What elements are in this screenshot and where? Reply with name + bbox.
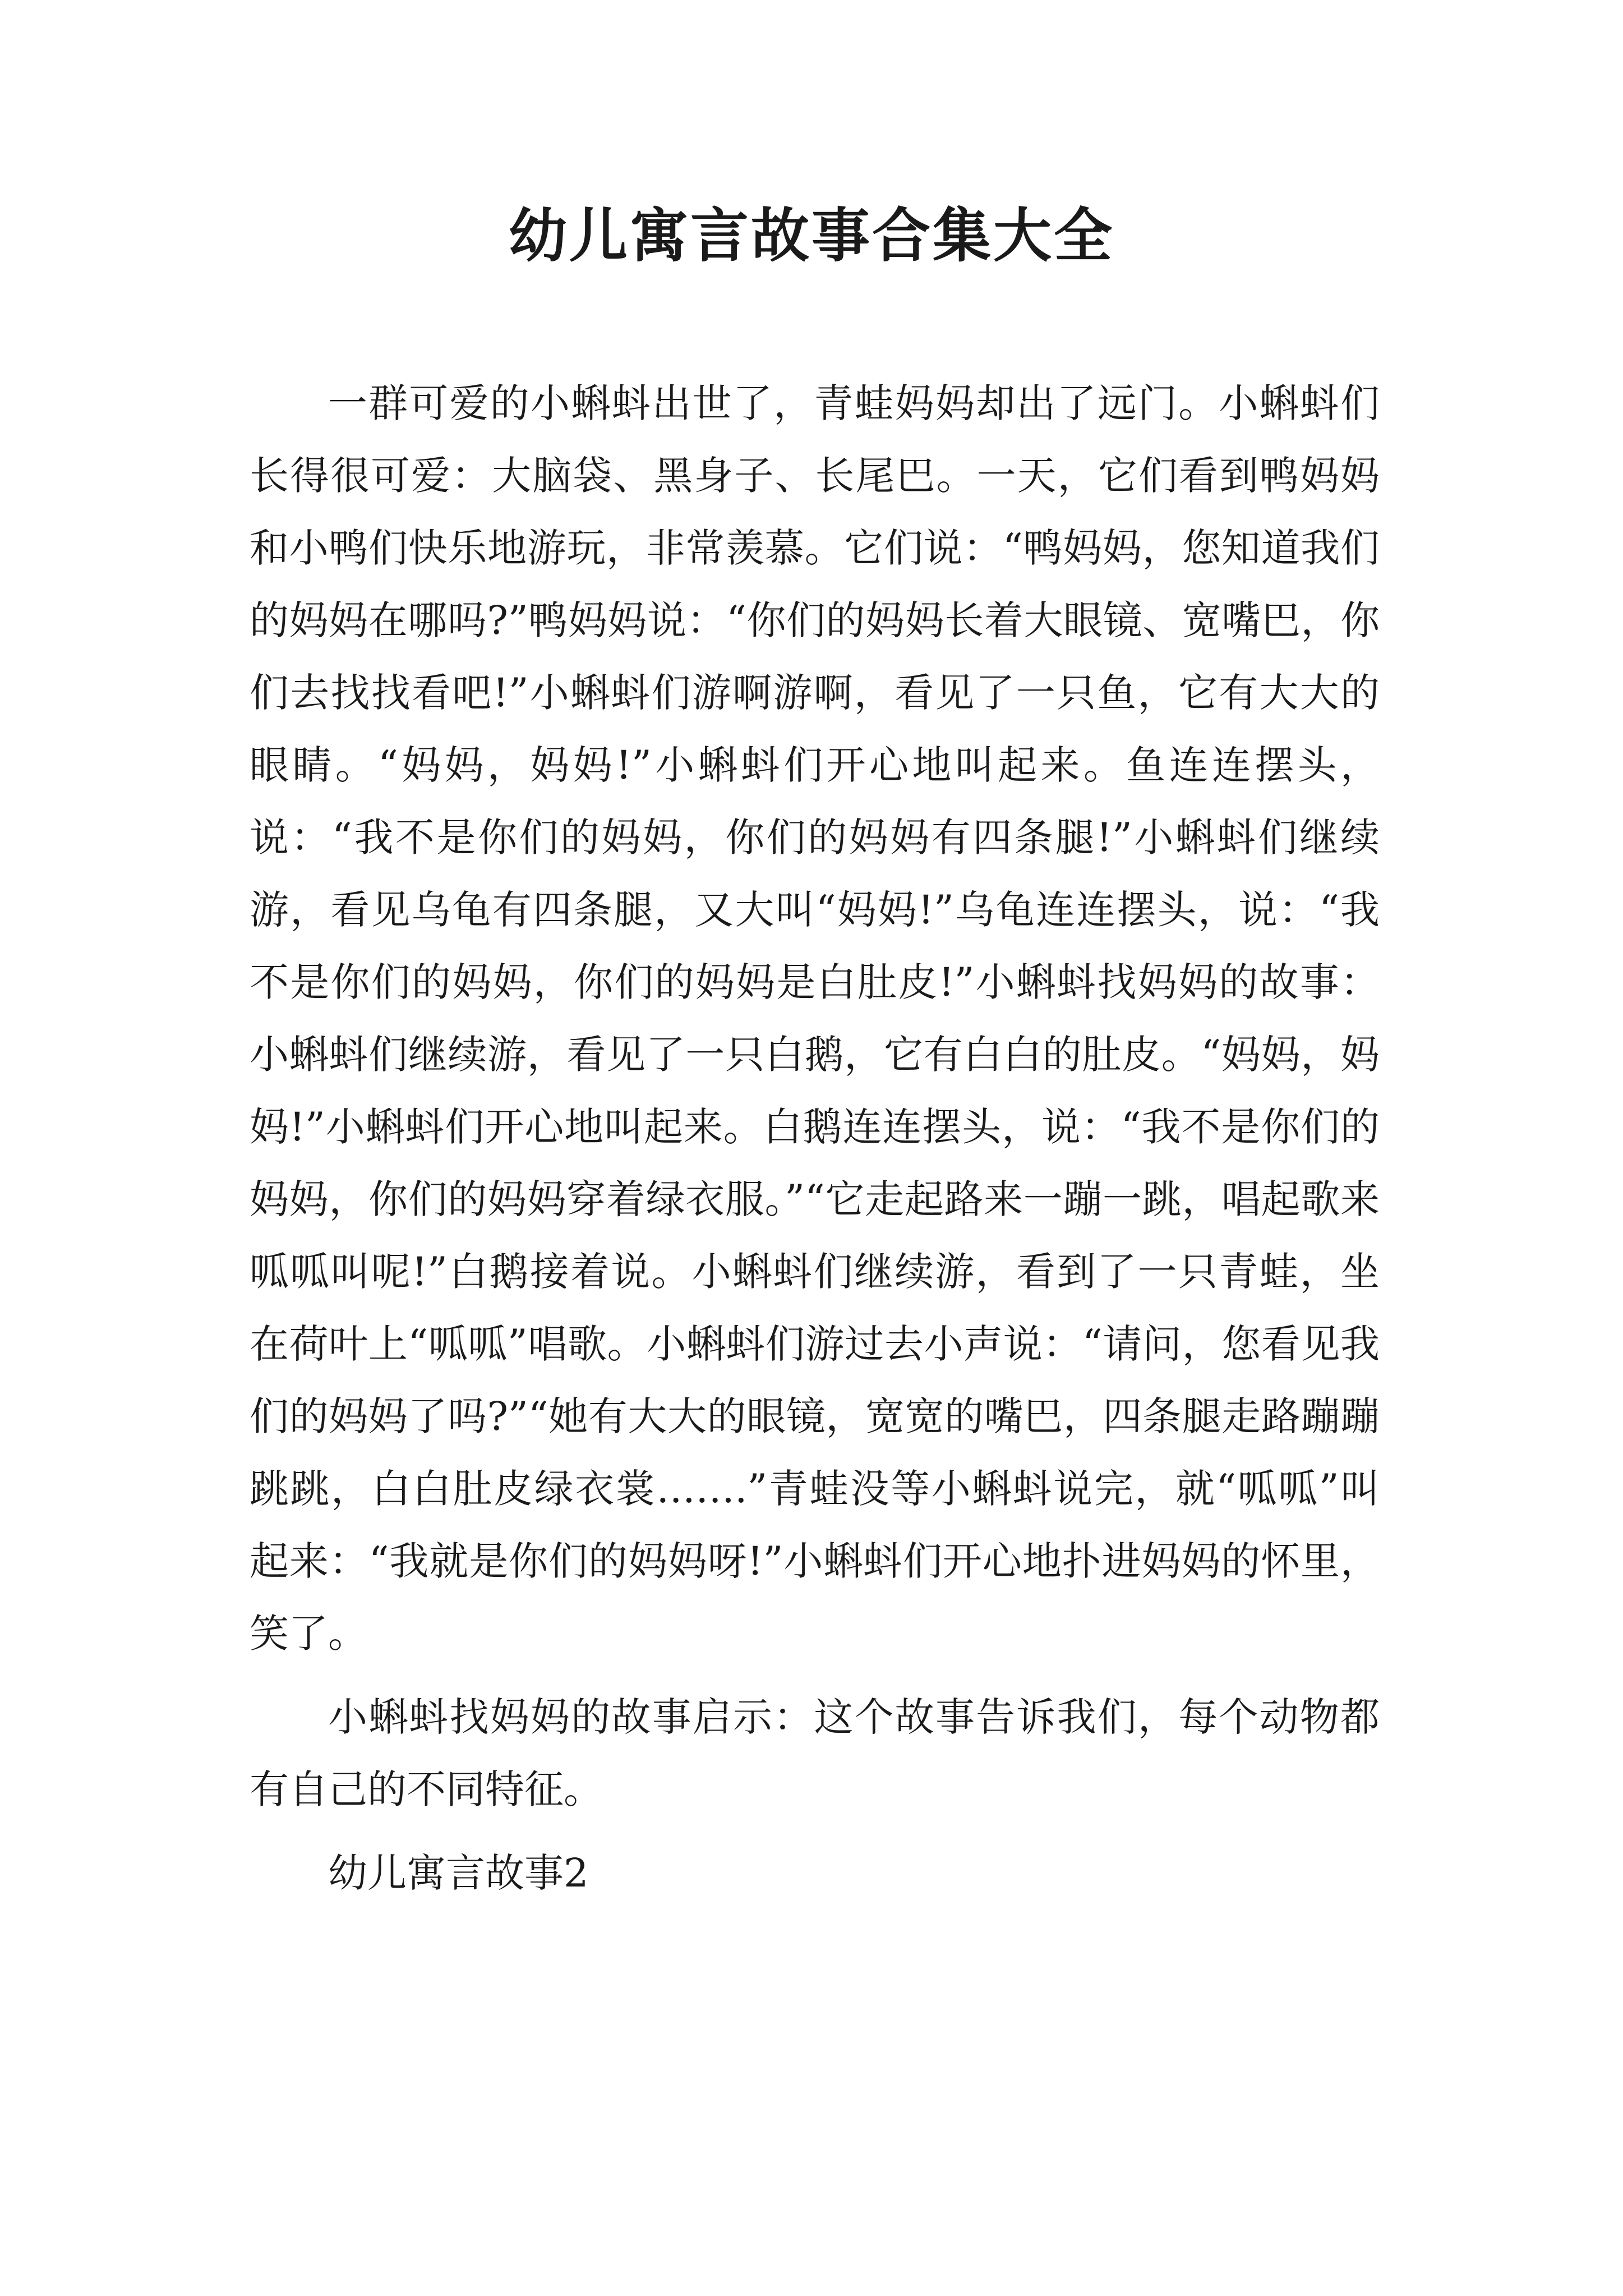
document-title: 幼儿寓言故事合集大全	[508, 201, 1114, 270]
section-heading: 幼儿寓言故事2	[328, 1850, 589, 1896]
story-moral-paragraph: 小蝌蚪找妈妈的故事启示：这个故事告诉我们，每个动物都有自己的不同特征。	[250, 1694, 1380, 1812]
story-paragraph: 一群可爱的小蝌蚪出世了，青蛙妈妈却出了远门。小蝌蚪们长得很可爱：大脑袋、黑身子、长尾巴。一天，它们看到鸭妈妈和小鸭们快乐地游玩，非常羡慕。它们说：“鸭妈妈，您知道我们的妈妈在哪吗?”鸭妈妈说：“你们的妈妈长着大眼镜、宽嘴巴，你们去找找看吧!”小蝌蚪们游啊游啊，看见了一只鱼，它有大大的眼睛。“妈妈，妈妈!”小蝌蚪们开心地叫起来。鱼连连摆头，说：“我不是你们的妈妈，你们的妈妈有四条腿!”小蝌蚪们继续游，看见乌龟有四条腿，又大叫“妈妈!”乌龟连连摆头，说：“我不是你们的妈妈，你们的妈妈是白肚皮!”小蝌蚪找妈妈的故事：小蝌蚪们继续游，看见了一只白鹅，它有白白的肚皮。“妈妈，妈妈!”小蝌蚪们开心地叫起来。白鹅连连摆头，说：“我不是你们的妈妈，你们的妈妈穿着绿衣服。”“它走起路来一蹦一跳，唱起歌来呱呱叫呢!”白鹅接着说。小蝌蚪们继续游，看到了一只青蛙，坐在荷叶上“呱呱”唱歌。小蝌蚪们游过去小声说：“请问，您看见我们的妈妈了吗?”“她有大大的眼镜，宽宽的嘴巴，四条腿走路蹦蹦跳跳，白白肚皮绿衣裳…….”青蛙没等小蝌蚪说完，就“呱呱”叫起来：“我就是你们的妈妈呀!”小蝌蚪们开心地扑进妈妈的怀里，笑了。	[250, 380, 1380, 1657]
document-body	[250, 367, 1380, 1910]
